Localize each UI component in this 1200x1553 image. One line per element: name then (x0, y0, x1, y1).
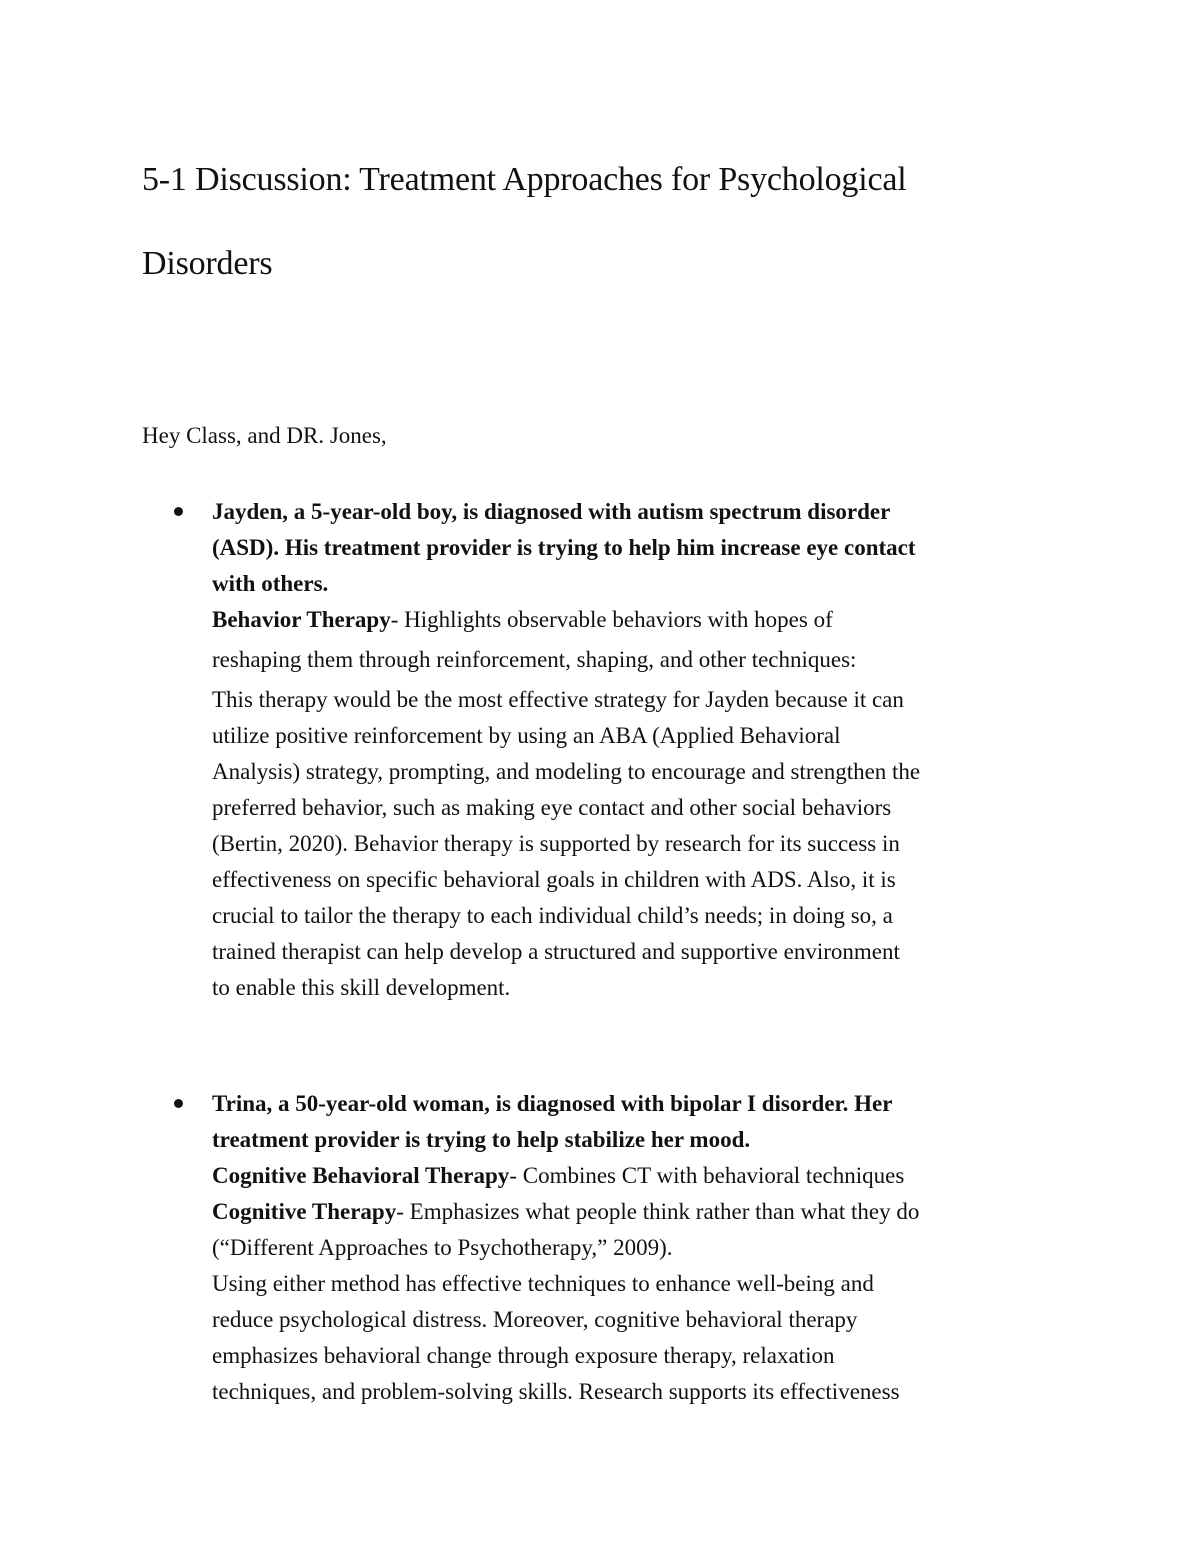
body-line: to enable this skill development. (212, 975, 511, 1000)
therapy-definition (212, 602, 1072, 638)
body-line: trained therapist can help develop a structured and supportive environment (212, 939, 900, 964)
body-line: emphasizes behavioral change through exposure therapy, relaxation (212, 1343, 835, 1368)
therapy-description: - Highlights observable behaviors with hopes of (390, 607, 833, 632)
case-body (212, 1266, 1072, 1410)
case-heading-line: (ASD). His treatment provider is trying to help him increase eye contact (212, 535, 916, 560)
case-heading (212, 1086, 1072, 1158)
therapy-description: - Combines CT with behavioral techniques (509, 1163, 905, 1188)
body-line: This therapy would be the most effective strategy for Jayden because it can (212, 687, 904, 712)
therapy-definition (212, 1158, 1072, 1194)
therapy-definition (212, 1194, 1072, 1230)
body-line: preferred behavior, such as making eye contact and other social behaviors (212, 795, 892, 820)
therapy-name: Behavior Therapy (212, 607, 391, 632)
document-title (142, 138, 1042, 306)
case-heading-line: Trina, a 50-year-old woman, is diagnosed with bipolar I disorder. Her (212, 1091, 893, 1116)
body-line: utilize positive reinforcement by using an ABA (Applied Behavioral (212, 723, 841, 748)
therapy-name: Cognitive Therapy (212, 1199, 397, 1224)
case-heading-line: treatment provider is trying to help stabilize her mood. (212, 1127, 751, 1152)
citation: (“Different Approaches to Psychotherapy,” 2009). (212, 1235, 673, 1260)
body-line: reduce psychological distress. Moreover, cognitive behavioral therapy (212, 1307, 858, 1332)
body-line: (Bertin, 2020). Behavior therapy is supported by research for its success in (212, 831, 900, 856)
body-line: effectiveness on specific behavioral goals in children with ADS. Also, it is (212, 867, 896, 892)
bullet-icon (174, 507, 183, 516)
case-body (212, 682, 1072, 1006)
body-line: Using either method has effective techniques to enhance well-being and (212, 1271, 874, 1296)
body-line: Analysis) strategy, prompting, and modeling to encourage and strengthen the (212, 759, 921, 784)
title-line-1: 5-1 Discussion: Treatment Approaches for Psychological (142, 161, 907, 198)
therapy-description: - Emphasizes what people think rather than what they do (396, 1199, 920, 1224)
list-item-trina (212, 1086, 1072, 1410)
therapy-description-cont: reshaping them through reinforcement, shaping, and other techniques: (212, 647, 857, 672)
case-heading (212, 494, 1072, 602)
title-line-2: Disorders (142, 245, 273, 282)
body-line: crucial to tailor the therapy to each individual child’s needs; in doing so, a (212, 903, 893, 928)
body-line: techniques, and problem-solving skills. Research supports its effectiveness (212, 1379, 900, 1404)
case-heading-line: Jayden, a 5-year-old boy, is diagnosed with autism spectrum disorder (212, 499, 891, 524)
therapy-name: Cognitive Behavioral Therapy (212, 1163, 510, 1188)
bullet-icon (174, 1099, 183, 1108)
greeting: Hey Class, and DR. Jones, (142, 423, 387, 448)
case-heading-line: with others. (212, 571, 329, 596)
list-item-jayden (212, 494, 1072, 1006)
